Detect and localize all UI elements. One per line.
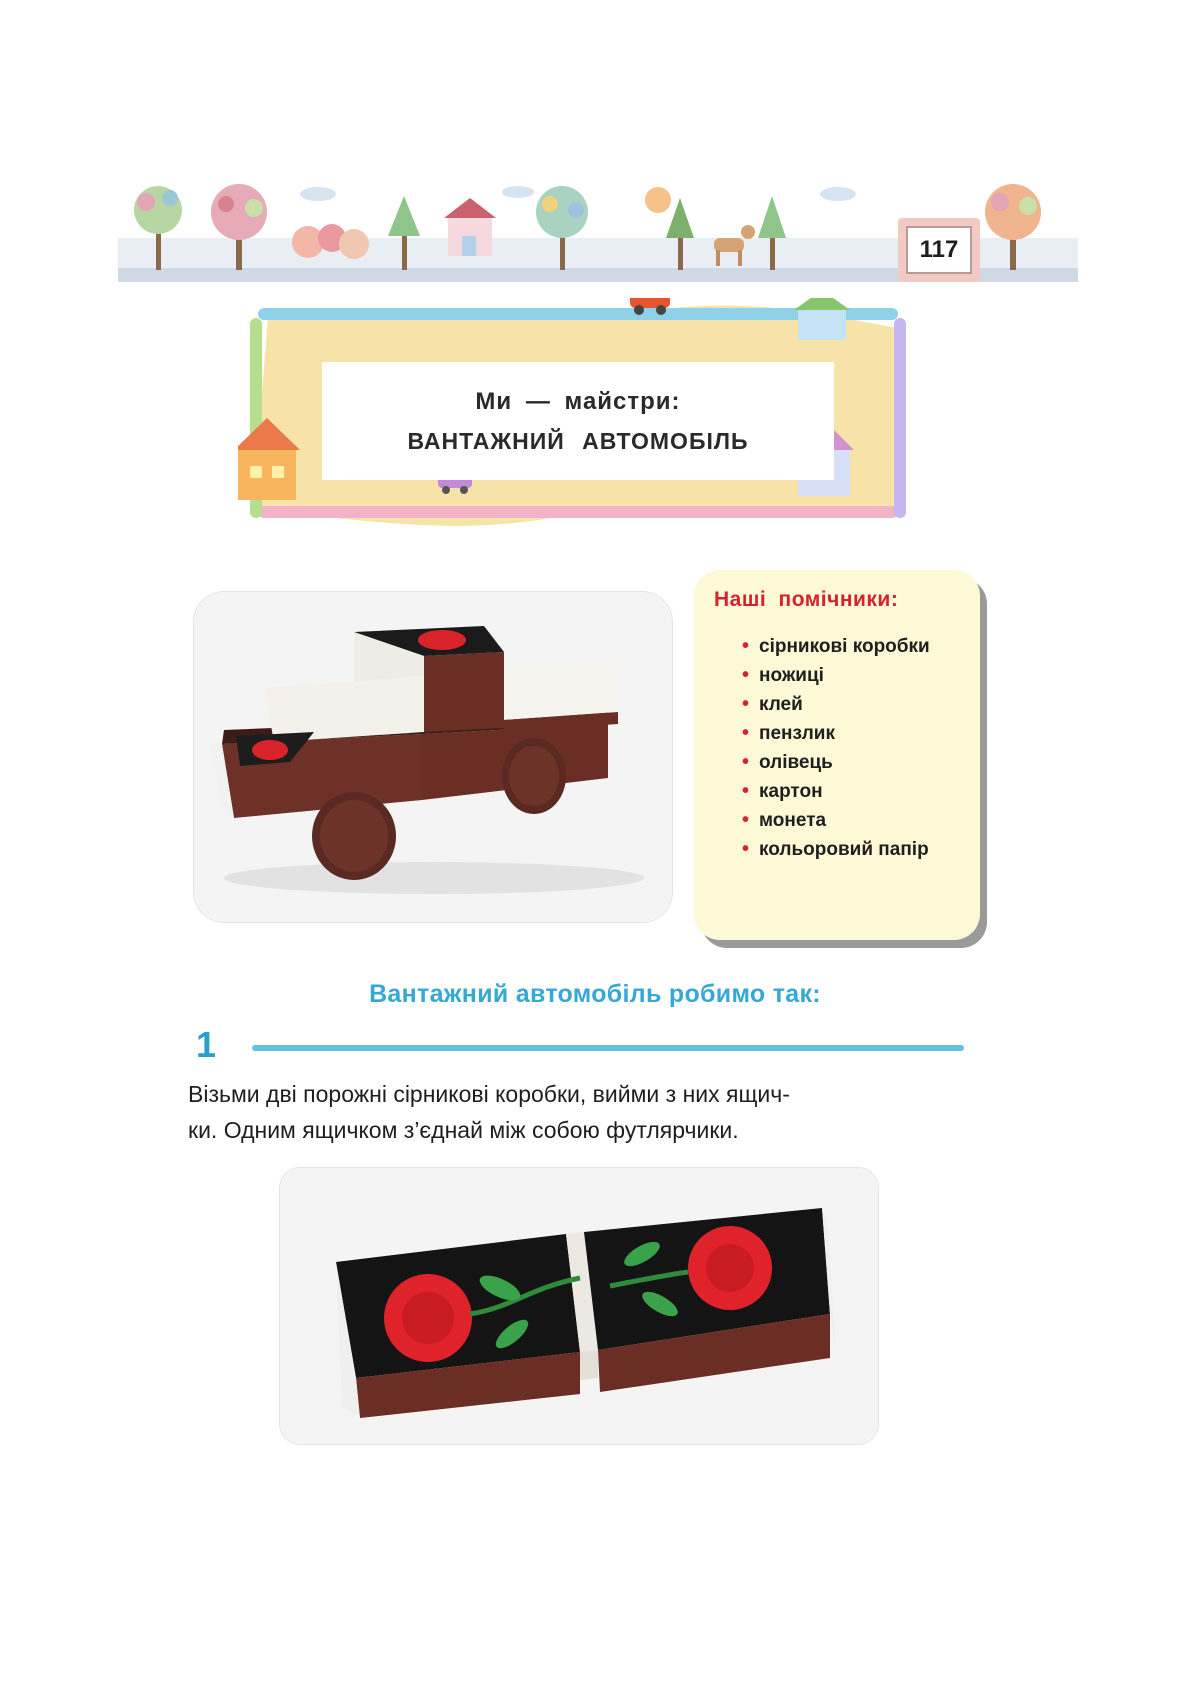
page-number-badge [898, 218, 980, 282]
step-text [188, 1076, 978, 1148]
instructions-heading: Вантажний автомобіль робимо так: [369, 980, 821, 1008]
materials-box [694, 570, 980, 940]
list-item: • олівець [742, 748, 959, 777]
joined-matchboxes-illustration [280, 1168, 878, 1444]
cab-front [424, 652, 504, 732]
house-icon [444, 198, 496, 256]
house-icon [794, 298, 850, 340]
materials-list [742, 632, 959, 864]
materials-title: Наші помічники: [714, 588, 899, 611]
step-text-line: Візьми дві порожні сірникові коробки, вийми з них ящич- [188, 1081, 790, 1107]
cargo-box [504, 658, 622, 720]
list-item: • ножиці [742, 661, 959, 690]
step-divider [252, 1045, 964, 1051]
list-item: • монета [742, 806, 959, 835]
step-text-line: ки. Одним ящичком з’єднай між собою футлярчики. [188, 1117, 739, 1143]
sun-icon [645, 187, 671, 213]
matchbox-truck-illustration [194, 592, 672, 922]
page-title: ВАНТАЖНИЙ АВТОМОБІЛЬ [407, 427, 749, 454]
list-item: • сірникові коробки [742, 632, 959, 661]
list-item: • кольоровий папір [742, 835, 959, 864]
page-number: 117 [906, 226, 972, 274]
step-number: 1 [196, 1024, 217, 1065]
lesson-title [322, 362, 834, 480]
list-item: • клей [742, 690, 959, 719]
title-subheading: Ми — майстри: [475, 387, 681, 415]
list-item: • картон [742, 777, 959, 806]
list-item: • пензлик [742, 719, 959, 748]
matchbox-photo [280, 1168, 878, 1444]
flower-mark [418, 630, 466, 650]
truck-photo [194, 592, 672, 922]
